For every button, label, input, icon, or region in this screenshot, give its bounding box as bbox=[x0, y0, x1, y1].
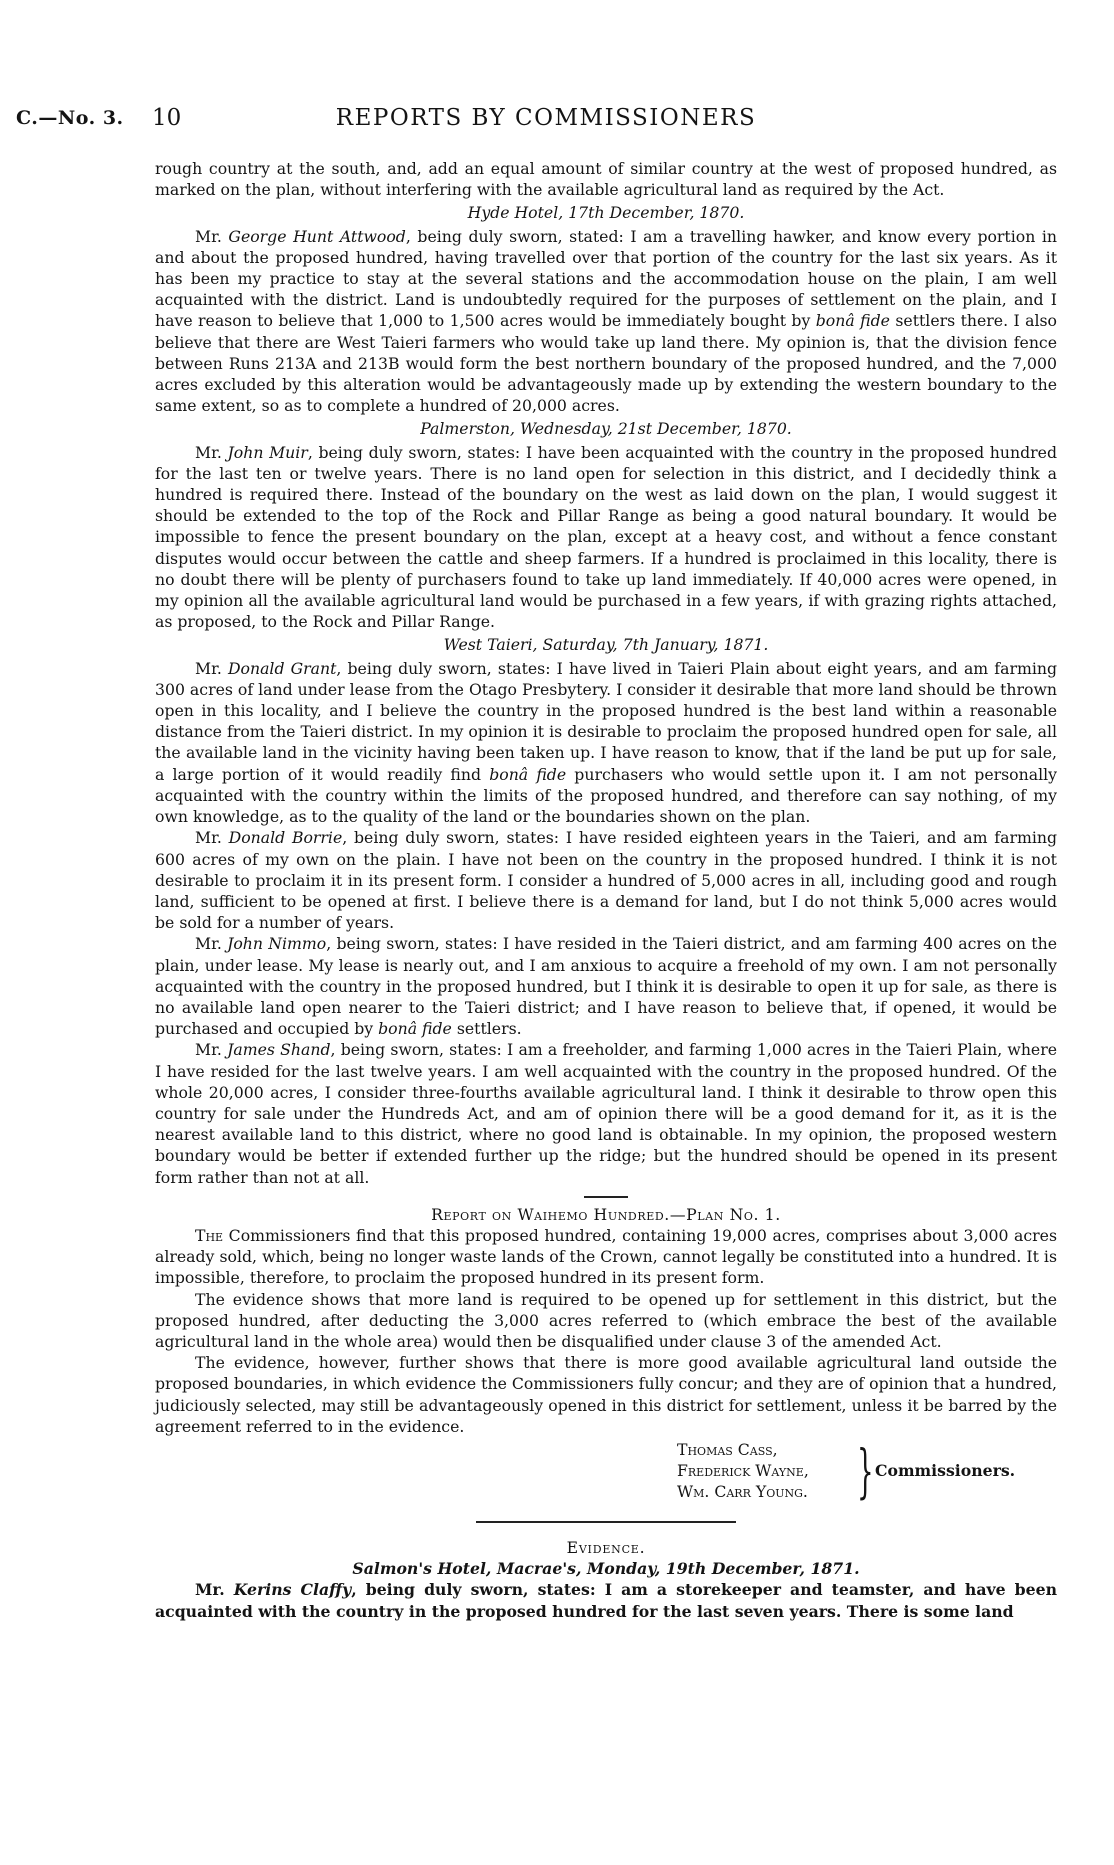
west-taieri-heading: West Taieri, Saturday, 7th January, 1871. bbox=[443, 635, 769, 655]
testimony-shand: Mr. James Shand, being sworn, states: I am a freeholder, and farming 1,000 acres in the Taieri Plain, where I have resided for the last twelve years. I am well acquainted with the country in the proposed hundred. Of the whole 20,000 acres, I consider three-fourths available agricultural land. I think it desirable to throw open this country for sale under the Hundreds Act, and am of opinion there will be a good demand for it, as it is the nearest available land to this district, where no good land is obtainable. In my opinion, the proposed western boundary would be better if extended further up the ridge; but the hundred should be opened in its present form rather than not at all. bbox=[155, 1040, 1058, 1187]
signatory-role: Commissioners. bbox=[875, 1460, 1016, 1480]
evidence-heading: Evidence. bbox=[566, 1537, 646, 1557]
witness-name: James Shand bbox=[227, 1040, 331, 1060]
document-reference: C.—No. 3. bbox=[16, 107, 124, 129]
palmerston-heading: Palmerston, Wednesday, 21st December, 1870. bbox=[420, 419, 792, 439]
report-paragraph-1: The Commissioners find that this proposed hundred, containing 19,000 acres, comprises about 3,000 acres already sold, which, being no longer waste lands of the Crown, cannot legally be constituted into a hundred. It is impossible, therefore, to proclaim the proposed hundred in its present form. bbox=[155, 1225, 1057, 1288]
signature-block bbox=[155, 1436, 1057, 1507]
witness-name: George Hunt Attwood bbox=[228, 226, 406, 246]
report-title: Report on Waihemo Hundred.—Plan No. 1. bbox=[431, 1204, 781, 1224]
signatory: Frederick Wayne, bbox=[677, 1460, 809, 1480]
witness-name: John Muir bbox=[227, 442, 308, 462]
witness-name: Kerins Claffy bbox=[233, 1580, 352, 1600]
testimony-muir: Mr. John Muir, being duly sworn, states: I have been acquainted with the country in the proposed hundred for the last ten or twelve years. There is no land open for selection in this district, and I decidedly think a hundred is required there. Instead of the boundary on the west as laid down on the plan, I would suggest it should be extended to the top of the Rock and Pillar Range as being a good natural boundary. It would be impossible to fence the present boundary on the plan, except at a heavy cost, and without a fence constant disputes would occur between the cattle and sheep farmers. If a hundred is proclaimed in this locality, there is no doubt there will be plenty of purchasers found to take up land immediately. If 40,000 acres were opened, in my opinion all the available agricultural land would be purchased in a few years, if with grazing rights attached, as proposed, to the Rock and Pillar Range. bbox=[155, 442, 1057, 632]
testimony-attwood: Mr. George Hunt Attwood, being duly sworn, stated: I am a travelling hawker, and know every portion in and about the proposed hundred, having travelled over that portion of the country for the last six years. As it has been my practice to stay at the several stations and the accommodation house on the plain, I am well acquainted with the district. Land is undoubtedly required for the purposes of settlement on the plain, and I have reason to believe that 1,000 to 1,500 acres would be immediately bought by bonâ fide settlers there. I also believe that there are West Taieri farmers who would take up land there. My opinion is, that the division fence between Runs 213A and 213B would form the best northern boundary of the proposed hundred, and the 7,000 acres excluded by this alteration would be advantageously made up by extending the western boundary to the same extent, so as to complete a hundred of 20,000 acres. bbox=[155, 226, 1057, 416]
page-number: 10 bbox=[152, 105, 182, 131]
intro-paragraph: rough country at the south, and, add an equal amount of similar country at the west of proposed hundred, as marked on the plan, without interfering with the available agricultural land as required by the Act. bbox=[155, 159, 1057, 200]
testimony-borrie: Mr. Donald Borrie, being duly sworn, states: I have resided eighteen years in the Taieri, and am farming 600 acres of my own on the plain. I have not been on the country in the proposed hundred. I think it is not desirable to proclaim it in its present form. I consider a hundred of 5,000 acres in all, including good and rough land, sufficient to be opened at first. I believe there is a demand for land, but I do not think 5,000 acres would be sold for a number of years. bbox=[155, 828, 1057, 933]
divider-short bbox=[584, 1196, 628, 1198]
running-head bbox=[16, 107, 1076, 137]
testimony-nimmo: Mr. John Nimmo, being sworn, states: I have resided in the Taieri district, and am farming 400 acres on the plain, under lease. My lease is nearly out, and I am anxious to acquire a freehold of my own. I am not personally acquainted with the country in the proposed hundred, but I think it is desirable to open it up for sale, as there is no available land open nearer to the Taieri district; and I have reason to believe that, if opened, it would be purchased and occupied by bonâ fide settlers. bbox=[155, 934, 1057, 1039]
divider-long bbox=[476, 1521, 736, 1523]
signatory: Thomas Cass, bbox=[677, 1439, 778, 1459]
salmons-hotel-heading: Salmon's Hotel, Macrae's, Monday, 19th December, 1871. bbox=[352, 1559, 860, 1579]
hyde-hotel-heading: Hyde Hotel, 17th December, 1870. bbox=[467, 203, 745, 223]
witness-name: Donald Grant bbox=[227, 658, 337, 678]
report-paragraph-2: The evidence shows that more land is required to be opened up for settlement in this district, but the proposed hundred, after deducting the 3,000 acres referred to (which embrace the best of the available agricultural land in the whole area) would then be disqualified under clause 3 of the amended Act. bbox=[155, 1289, 1057, 1351]
signatories bbox=[677, 1439, 809, 1502]
testimony-grant: Mr. Donald Grant, being duly sworn, states: I have lived in Taieri Plain about eight years, and am farming 300 acres of land under lease from the Otago Presbytery. I consider it desirable that more land should be thrown open in this locality, and I believe the country in the proposed hundred is the best land within a reasonable distance from the Taieri district. In my opinion it is desirable to proclaim the proposed hundred open for sale, all the available land in the vicinity having been taken up. I have reason to know, that if the land be put up for sale, a large portion of it would readily find bonâ fide purchasers who would settle upon it. I am not personally acquainted with the country within the limits of the proposed hundred, and therefore can say nothing, of my own knowledge, as to the quality of the land or the boundaries shown on the plan. bbox=[155, 658, 1057, 827]
witness-name: John Nimmo bbox=[227, 934, 327, 954]
signatory: Wm. Carr Young. bbox=[677, 1481, 808, 1501]
brace-glyph: } bbox=[857, 1436, 874, 1505]
testimony-claffy: Mr. Kerins Claffy, being duly sworn, states: I am a storekeeper and teamster, and have been acquainted with the country in the proposed hundred for the last seven years. There is some land bbox=[155, 1580, 1057, 1621]
report-paragraph-3: The evidence, however, further shows that there is more good available agricultural land outside the proposed boundaries, in which evidence the Commissioners fully concur; and they are of opinion that a hundred, judiciously selected, may still be advantageously opened in this district for settlement, unless it be barred by the agreement referred to in the evidence. bbox=[155, 1353, 1057, 1436]
witness-name: Donald Borrie bbox=[228, 828, 343, 848]
body-text bbox=[155, 158, 1057, 1622]
page-title: REPORTS BY COMMISSIONERS bbox=[335, 105, 757, 131]
